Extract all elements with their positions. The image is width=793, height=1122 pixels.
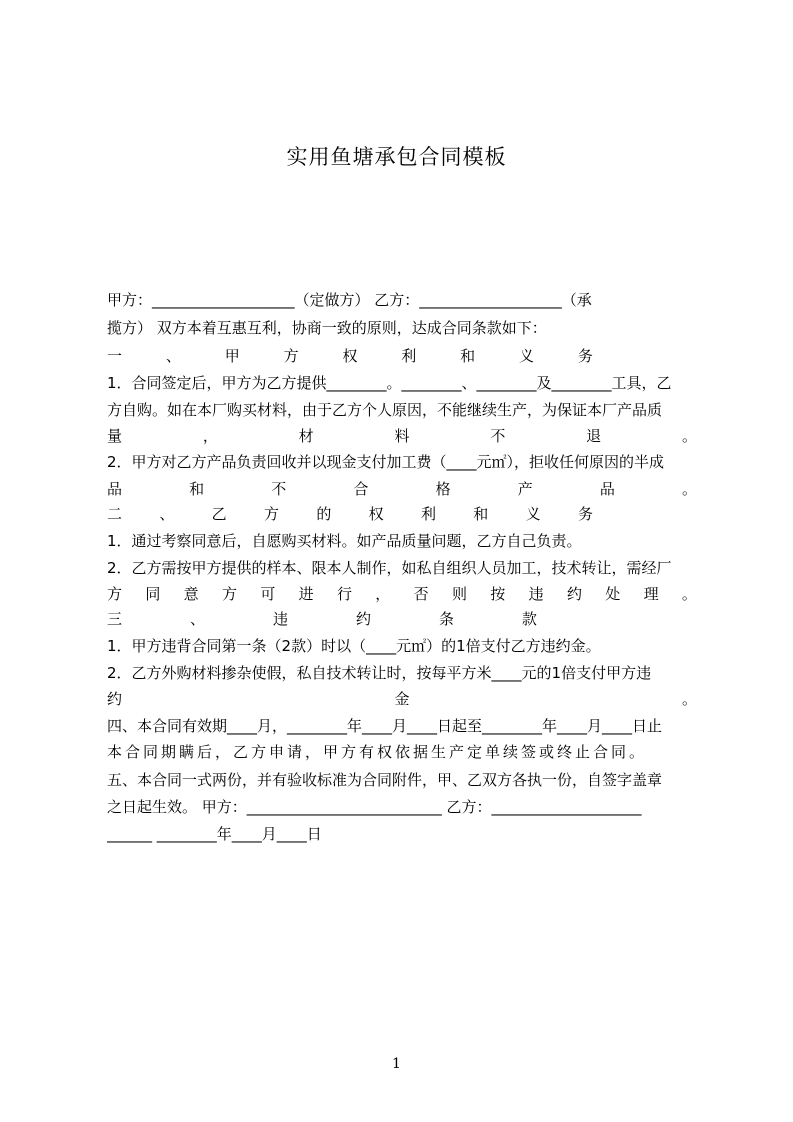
clause-line: 方自购。如在本厂购买材料，由于乙方个人原因，不能继续生产，为保证本厂产品质 bbox=[107, 401, 663, 419]
clause-line: 2．乙方需按甲方提供的样本、限本人制作，如私自组织人员加工，技术转让，需经厂 bbox=[107, 559, 672, 577]
page-number: 1 bbox=[392, 1056, 401, 1072]
clause-line: 1．通过考察同意后，自愿购买材料。如产品质量问题，乙方自己负责。 bbox=[107, 532, 582, 550]
clause-line: 2．乙方外购材料掺杂使假，私自技术转让时，按每平方米____元的1倍支付甲方违 bbox=[107, 664, 652, 682]
clause-line: 五、本合同一式两份，并有验收标准为合同附件，甲、乙双方各执一份，自签字盖章 bbox=[107, 771, 663, 789]
document-title: 实用鱼塘承包合同模板 bbox=[286, 145, 507, 169]
spread-line: 约 金 。 bbox=[107, 690, 697, 708]
clause-line: 本合同期瞒后，乙方申请，甲方有权依据生产定单续签或终止合同。 bbox=[107, 743, 648, 761]
clause-line: 1．合同签定后，甲方为乙方提供________。________、________及________工具，乙 bbox=[107, 374, 672, 392]
spread-line: 品 和 不 合 格 产 品 。 bbox=[107, 480, 697, 498]
section-heading-1: 一 、 甲 方 权 利 和 义 务 bbox=[107, 347, 593, 365]
clause-line: 2．甲方对乙方产品负责回收并以现金支付加工费（____元㎡），拒收任何原因的半成 bbox=[107, 453, 665, 471]
spread-line: 方 同 意 方 可 进 行 ， 否 则 按 违 约 处 理 。 bbox=[107, 585, 697, 603]
signature-line: 之日起生效。 甲方：__________________________ 乙方：____________________ bbox=[107, 798, 642, 816]
party-line: 甲方：___________________（定做方） 乙方：___________________（承 bbox=[107, 291, 592, 309]
section-heading-2: 二 、 乙 方 的 权 利 和 义 务 bbox=[107, 505, 593, 523]
date-line: ______ ________年____月____日 bbox=[107, 825, 322, 843]
clause-line: 四、本合同有效期____月，________年____月____日起至________年____月____日止 bbox=[107, 717, 663, 735]
preamble-line: 揽方） 双方本着互惠互利，协商一致的原则，达成合同条款如下： bbox=[107, 319, 547, 337]
section-heading-3: 三 、 违 约 条 款 bbox=[107, 610, 537, 628]
clause-line: 1．甲方违背合同第一条（2款）时以（____元㎡）的1倍支付乙方违约金。 bbox=[107, 637, 601, 655]
spread-line: 量 ， 材 料 不 退 。 bbox=[107, 427, 697, 445]
